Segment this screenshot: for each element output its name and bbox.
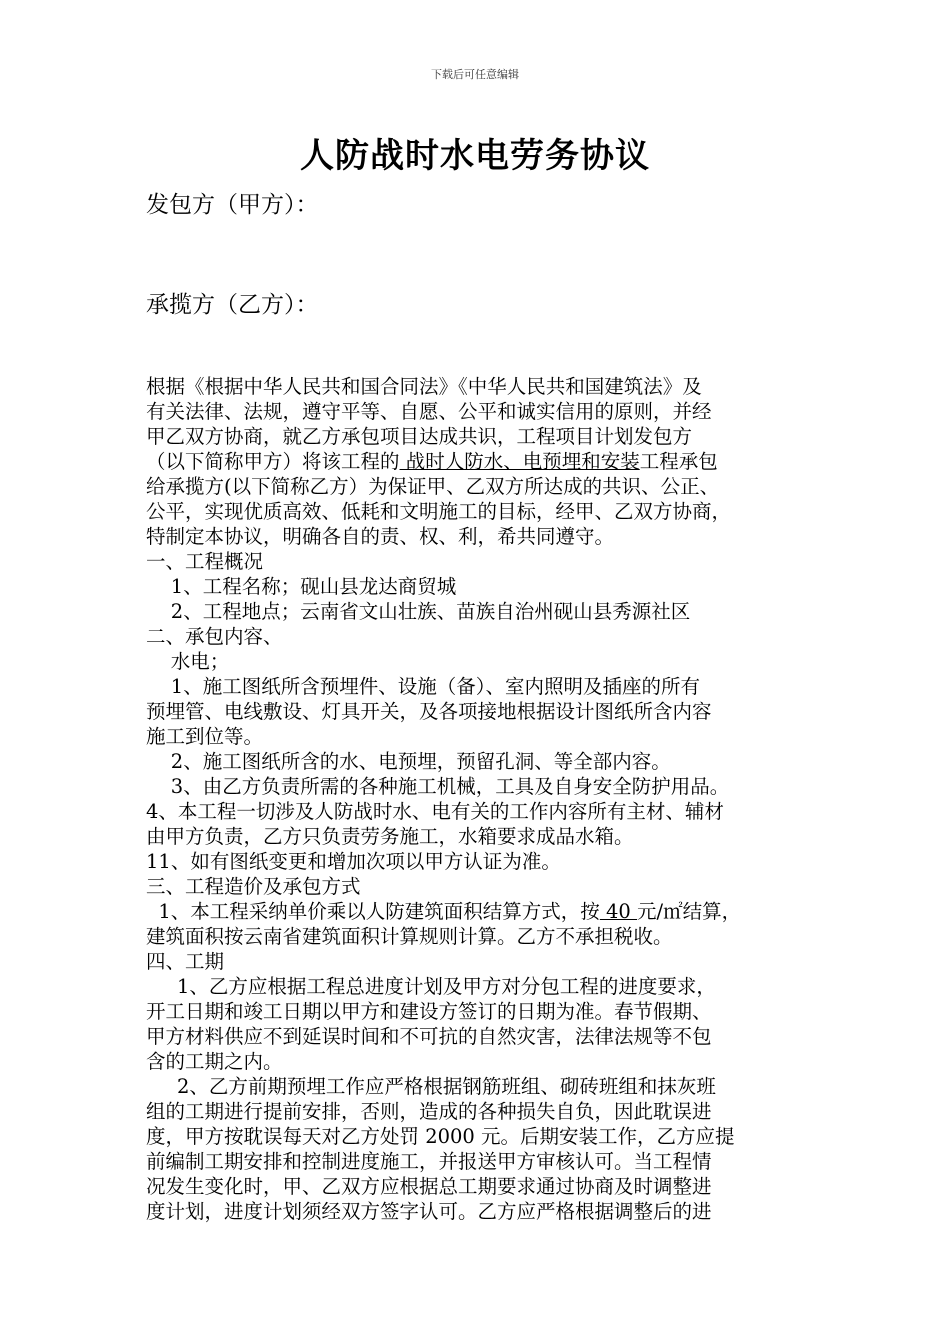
body-line: [146, 824, 836, 849]
body-line-text: 公平，实现优质高效、低耗和文明施工的目标，经甲、乙双方协商，: [146, 500, 732, 523]
body-line-text: 施工到位等。: [146, 725, 264, 748]
body-line-text: （以下简称甲方）将该工程的: [146, 450, 400, 473]
body-line-text: 开工日期和竣工日期以甲方和建设方签订的日期为准。春节假期、: [146, 1000, 712, 1023]
body-line: [146, 774, 836, 799]
document-title: 人防战时水电劳务协议: [300, 136, 650, 176]
body-line: [146, 1174, 836, 1199]
body-line: [146, 374, 836, 399]
body-line-text: 水电；: [146, 650, 230, 673]
body-line-text: 特制定本协议，明确各自的责、权、利，希共同遵守。: [146, 525, 615, 548]
body-line: [146, 399, 836, 424]
header-note: 下载后可任意编辑: [431, 68, 519, 81]
body-line-text: 二、承包内容、: [146, 625, 283, 648]
body-line-text: 2、乙方前期预埋工作应严格根据钢筋班组、砌砖班组和抹灰班: [146, 1075, 716, 1098]
body-line: [146, 649, 836, 674]
body-line-text: 2、工程地点；云南省文山壮族、苗族自治州砚山县秀源社区: [146, 600, 691, 623]
body-line-text: 甲方材料供应不到延误时间和不可抗的自然灾害，法律法规等不包: [146, 1025, 712, 1048]
body-line: [146, 574, 836, 599]
body-line: [146, 924, 836, 949]
body-line-text: 由甲方负责，乙方只负责劳务施工，水箱要求成品水箱。: [146, 825, 634, 848]
body-line: [146, 524, 836, 549]
agreement-body: [146, 374, 836, 1224]
body-line: [146, 874, 836, 899]
body-line-text: 三、工程造价及承包方式: [146, 875, 361, 898]
body-line: [146, 974, 836, 999]
body-line-text: 况发生变化时，甲、乙双方应根据总工期要求通过协商及时调整进: [146, 1175, 712, 1198]
body-line-text: 4、本工程一切涉及人防战时水、电有关的工作内容所有主材、辅材: [146, 800, 724, 823]
body-line-text: 度计划，进度计划须经双方签字认可。乙方应严格根据调整后的进: [146, 1200, 712, 1223]
body-line-text: 1、施工图纸所含预埋件、设施（备）、室内照明及插座的所有: [146, 675, 700, 698]
body-line-text: 11、如有图纸变更和增加次项以甲方认证为准。: [146, 850, 561, 873]
body-line: [146, 1024, 836, 1049]
underlined-fill-in: 40: [599, 900, 638, 923]
body-line-text: 根据《根据中华人民共和国合同法》《中华人民共和国建筑法》及: [146, 375, 702, 398]
body-line: [146, 1199, 836, 1224]
body-line-text: 1、乙方应根据工程总进度计划及甲方对分包工程的进度要求，: [146, 975, 716, 998]
body-line: [146, 1074, 836, 1099]
body-line-text: 给承揽方(以下简称乙方）为保证甲、乙双方所达成的共识、公正、: [146, 475, 720, 498]
body-line-text: 1、工程名称；砚山县龙达商贸城: [146, 575, 457, 598]
body-line: [146, 999, 836, 1024]
body-line-text: 含的工期之内。: [146, 1050, 283, 1073]
body-line-text-after: 工程承包: [639, 450, 718, 473]
party-b-label: 承揽方（乙方）：: [146, 292, 319, 318]
body-line-text: 有关法律、法规，遵守平等、自愿、公平和诚实信用的原则，并经: [146, 400, 712, 423]
body-line-text: 度，甲方按耽误每天对乙方处罚 2000 元。后期安装工作，乙方应提: [146, 1125, 735, 1148]
body-line: [146, 549, 836, 574]
body-line: [146, 699, 836, 724]
body-line-text: 组的工期进行提前安排，否则，造成的各种损失自负，因此耽误进: [146, 1100, 712, 1123]
body-line: [146, 449, 836, 474]
body-line-text: 前编制工期安排和控制进度施工，并报送甲方审核认可。当工程情: [146, 1150, 712, 1173]
body-line: [146, 849, 836, 874]
body-line: [146, 499, 836, 524]
body-line: [146, 899, 836, 924]
party-a-label: 发包方（甲方）：: [146, 192, 319, 218]
body-line-text: 3、由乙方负责所需的各种施工机械，工具及自身安全防护用品。: [146, 775, 730, 798]
body-line-text-after: 元/㎡结算，: [637, 900, 742, 923]
body-line: [146, 949, 836, 974]
body-line-text: 甲乙双方协商，就乙方承包项目达成共识，工程项目计划发包方: [146, 425, 693, 448]
underlined-fill-in: 战时人防水、电预埋和安装: [399, 450, 640, 473]
body-line-text: 预埋管、电线敷设、灯具开关，及各项接地根据设计图纸所含内容: [146, 700, 712, 723]
body-line-text: 建筑面积按云南省建筑面积计算规则计算。乙方不承担税收。: [146, 925, 673, 948]
body-line: [146, 799, 836, 824]
body-line: [146, 1149, 836, 1174]
body-line: [146, 1099, 836, 1124]
body-line-text: 四、工期: [146, 950, 225, 973]
body-line: [146, 1049, 836, 1074]
body-line-text: 2、施工图纸所含的水、电预埋，预留孔洞、等全部内容。: [146, 750, 671, 773]
body-line: [146, 749, 836, 774]
body-line-text: 一、工程概况: [146, 550, 264, 573]
body-line: [146, 1124, 836, 1149]
body-line: [146, 599, 836, 624]
body-line: [146, 424, 836, 449]
body-line: [146, 624, 836, 649]
body-line-text: 1、本工程采纳单价乘以人防建筑面积结算方式，按: [146, 900, 600, 923]
body-line: [146, 674, 836, 699]
body-line: [146, 474, 836, 499]
body-line: [146, 724, 836, 749]
